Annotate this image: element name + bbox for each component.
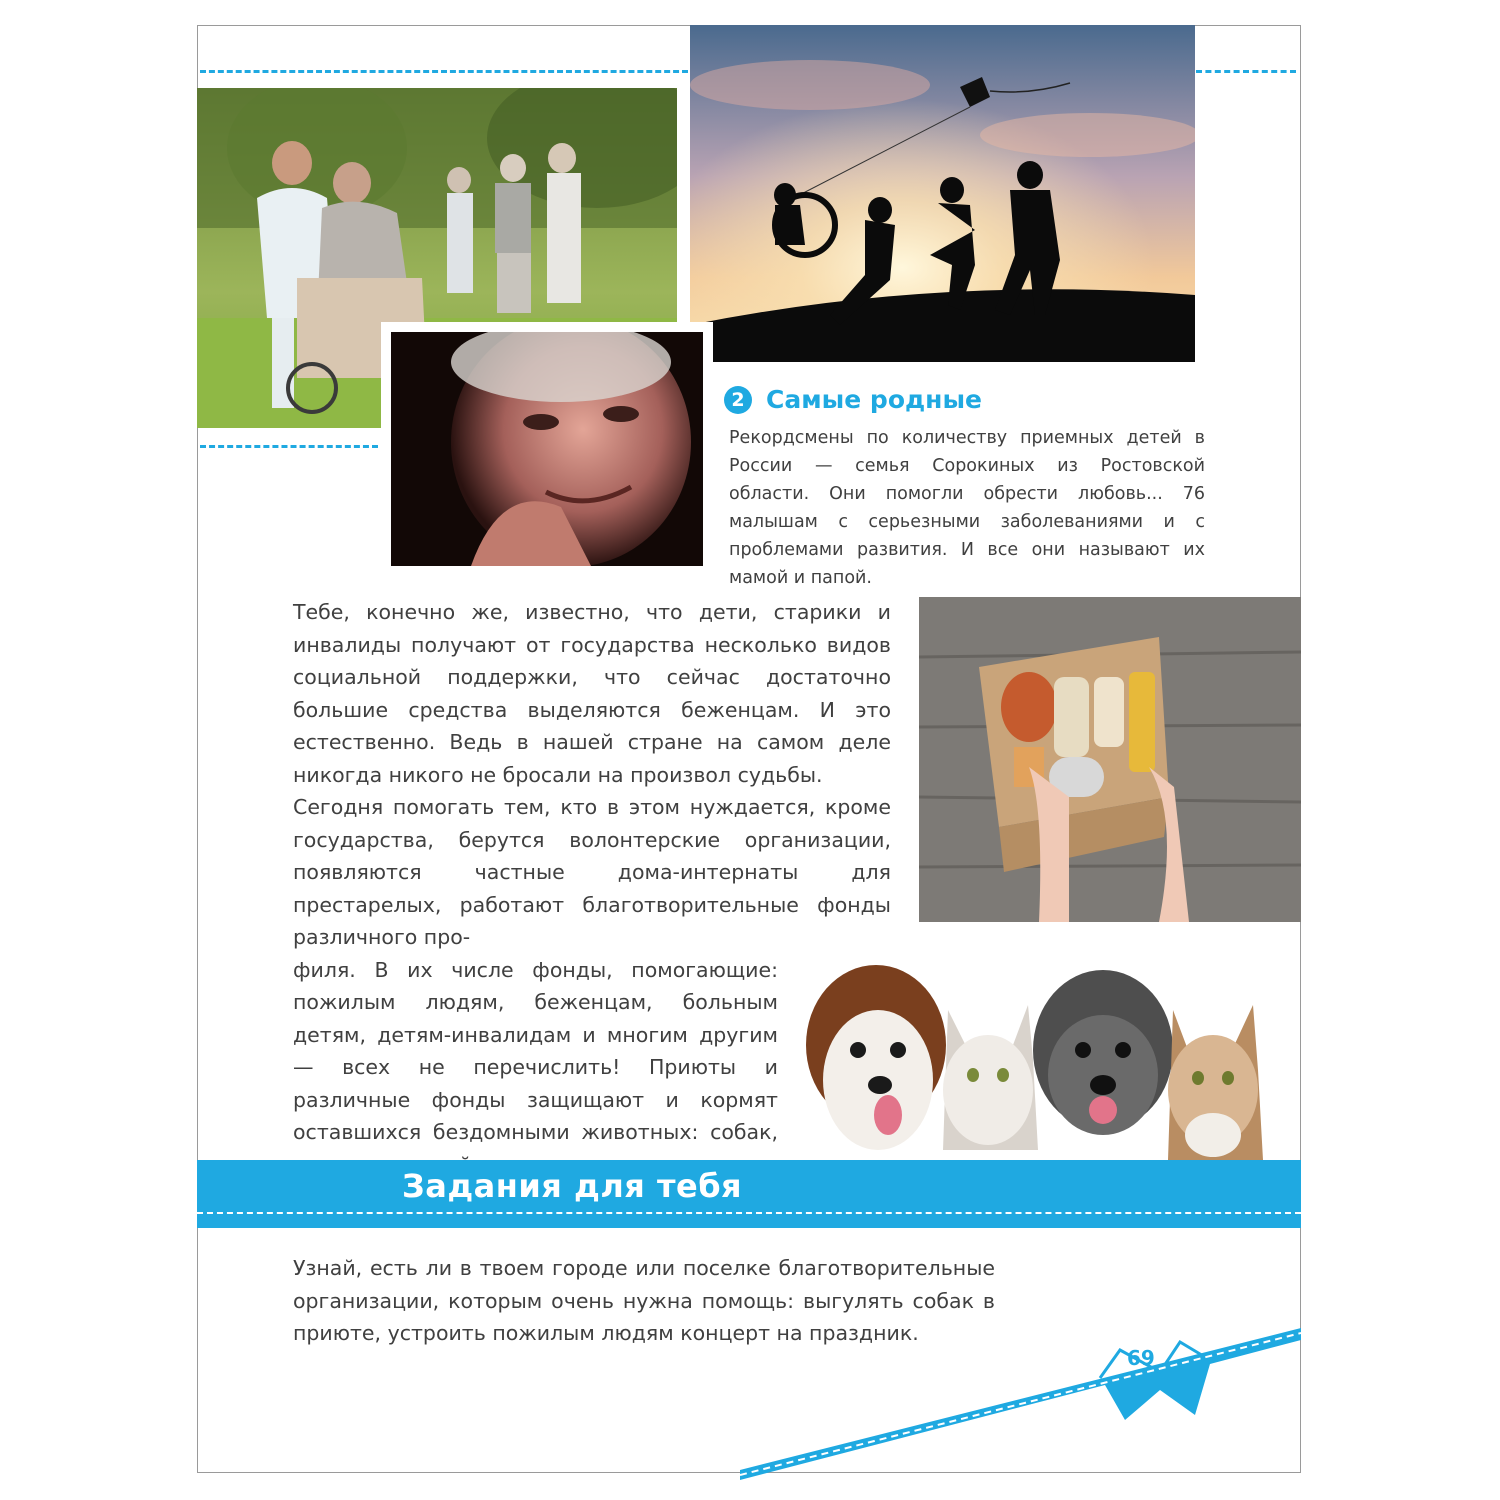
section-heading: Самые родные [766,385,983,414]
section-title [724,385,982,414]
tasks-heading: Задания для тебя [402,1167,743,1205]
main-paragraph-1: Тебе, конечно же, известно, что дети, старики и инвалиды получают от государства несколько видов социальной поддержки, что сейчас достаточно большие средства выделяются беженцам. И это естественно. Ведь в нашей стране на самом деле никогда никого не бросали на произвол судьбы. [293,600,891,787]
main-paragraph-2a: Сегодня помогать тем, кто в этом нуждается, кроме государства, берутся волонтерские организации, появляются частные дома-интернаты для престарелых, работают благотворительные фонды различного про- [293,795,891,949]
photo-food-donation-box [919,597,1301,922]
photo-dogs-and-cats [788,950,1276,1175]
photo-dashed-divider [200,445,378,448]
page-corner-ribbon [740,1320,1301,1500]
photo-elderly-woman-portrait [391,332,703,566]
main-paragraph-2b: филя. В их числе фонды, помогающие: пожилым людям, беженцам, больным детям, детям-инвалидам и многим другим — всех не перечислить! Приюты и различные фонды защищают и кормят оставшихся бездомными животных: собак, [293,957,778,1144]
tasks-band-dashed-line [197,1212,1301,1214]
section-number-badge: 2 [724,386,752,414]
page-number: 69 [1127,1346,1155,1370]
section-paragraph: Рекордсмены по количеству приемных детей в России — семья Сорокиных из Ростовской области. Они помогли обрести любовь... 76 малышам с серьезными заболеваниями и с проблемами развития. И все они называют их мамой и папой. [729,428,1205,588]
photo-kids-silhouettes-sunset [690,25,1195,362]
tasks-paragraph: Узнай, есть ли в твоем городе или поселке благотворительные организации, которым очень нужна помощь: выгулять собак в приюте, устроить пожилым людям концерт на праздник. [293,1256,995,1345]
top-dashed-divider-right [1196,70,1296,73]
top-dashed-divider-left [200,70,688,73]
